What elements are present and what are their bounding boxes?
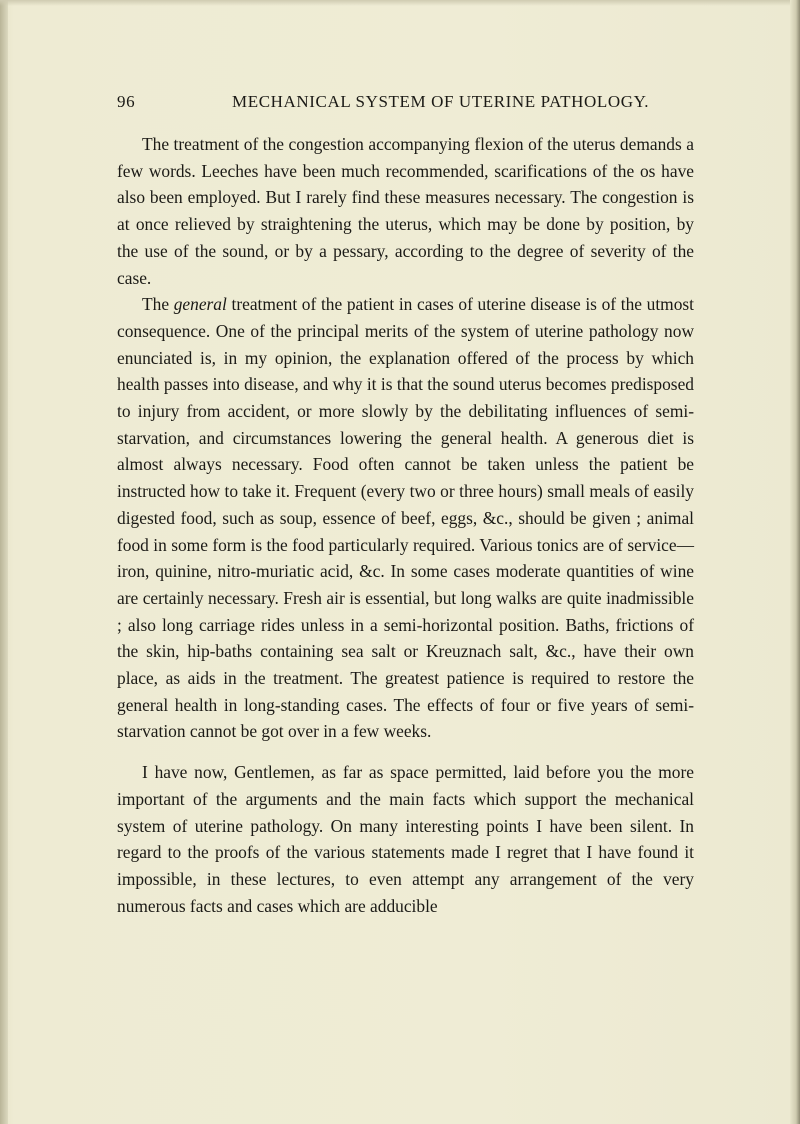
paragraph-general-treatment <box>117 291 694 745</box>
italic-emphasis-general: general <box>173 294 227 315</box>
body-text <box>117 131 694 919</box>
page-top-edge <box>0 0 800 6</box>
paragraph-closing-remarks: I have now, Gentlemen, as far as space permitted, laid before you the more important of the arguments and the main facts which support the mechanical system of uterine pathology. On many interesting points I have been silent. In regard to the proofs of the various statements made I regret that I have found it impossible, in these lectures, to even attempt any arrangement of the very numerous facts and cases which are adducible <box>117 762 694 916</box>
paragraph-congestion-treatment: The treatment of the congestion accompanying flexion of the uterus demands a few words. Leeches have been much recommended, scarifications of the os have also been employed. But I rarely find these measures necessary. The congestion is at once relieved by straightening the uterus, which may be done by position, by the use of the sound, or by a pessary, according to the degree of severity of the case. <box>117 134 694 288</box>
page-left-edge <box>0 0 8 1124</box>
paragraph-lead-in: The <box>142 294 174 315</box>
running-header <box>117 92 693 116</box>
running-title: MECHANICAL SYSTEM OF UTERINE PATHOLOGY. <box>232 92 650 111</box>
page-right-edge <box>790 0 800 1124</box>
paragraph-body: treatment of the patient in cases of uterine disease is of the utmost consequence. One of the principal merits of the system of uterine pathology now enunciated is, in my opinion, the explanation offered of the process by which health passes into disease, and why it is that the sound uterus becomes predisposed to injury from accident, or more slowly by the debilitating influences of semi-starvation, and circumstances lowering the general health. A generous diet is almost always necessary. Food often cannot be taken unless the patient be instructed how to take it. Frequent (every two or three hours) small meals of easily digested food, such as soup, essence of beef, eggs, &c., should be given ; animal food in some form is the food particularly required. Various tonics are of service—iron, quinine, nitro-muriatic acid, &c. In some cases moderate quantities of wine are certainly necessary. Fresh air is essential, but long walks are quite inadmissible ; also long carriage rides unless in a semi-horizontal position. Baths, frictions of the skin, hip-baths containing sea salt or Kreuznach salt, &c., have their own place, as aids in the treatment. The greatest patience is required to restore the general health in long-standing cases. The effects of four or five years of semi-starvation cannot be got over in a few weeks. <box>117 294 694 742</box>
page-number: 96 <box>117 92 136 111</box>
